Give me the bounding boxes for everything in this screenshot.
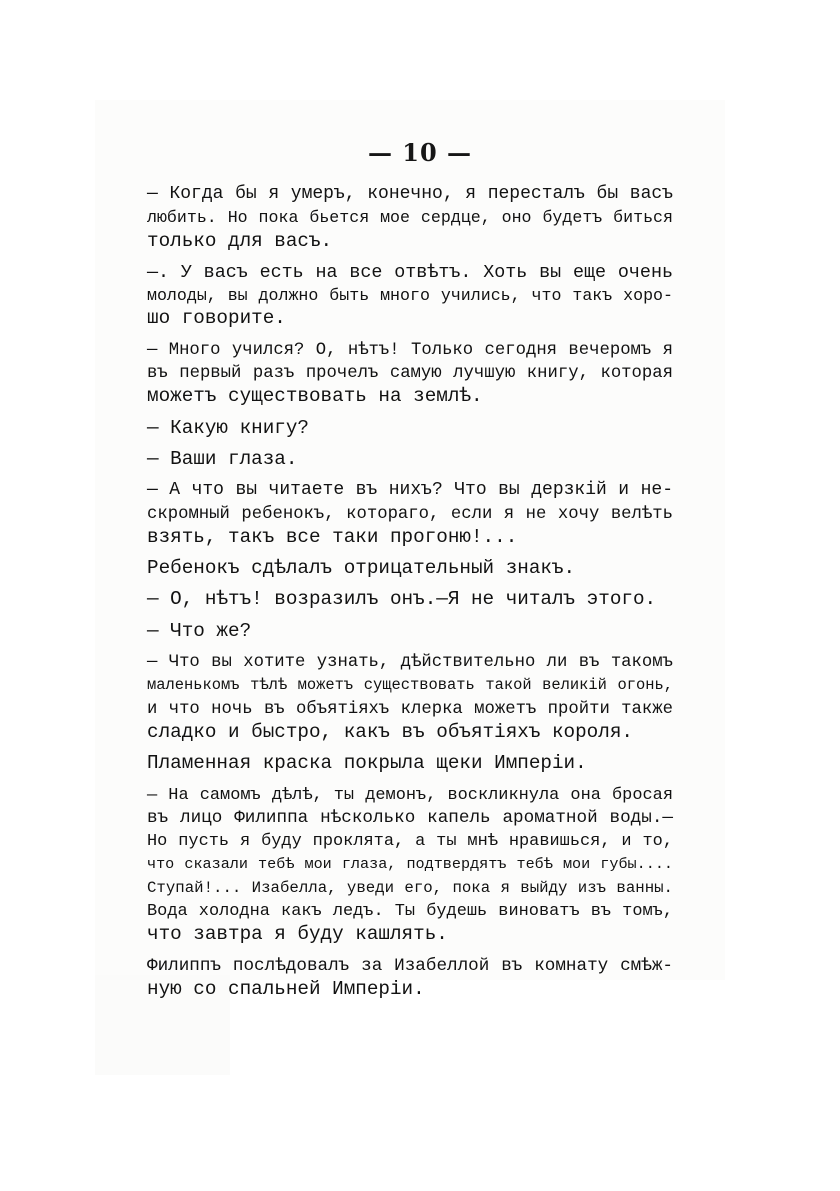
text-line: —. У васъ есть на все отвѣтъ. Хоть вы еще очень — [147, 261, 673, 283]
text-line: только для васъ. — [147, 229, 333, 252]
text-line: — Что же? — [147, 619, 252, 642]
text-line: маленькомъ тѣлѣ можетъ существовать такой великій огонь, — [147, 676, 673, 695]
text-line: что завтра я буду кашлять. — [147, 923, 448, 946]
text-line: скромный ребенокъ, котораго, если я не хочу велѣть — [147, 504, 673, 524]
body-text — [147, 183, 673, 1009]
text-line: любить. Но пока бьется мое сердце, оно будетъ биться — [147, 208, 673, 228]
text-line: въ лицо Филиппа нѣсколько капель ароматной воды.— — [147, 807, 673, 828]
paragraph — [147, 651, 673, 744]
paragraph — [147, 339, 673, 409]
text-line: шо говорите. — [147, 307, 286, 330]
text-line: можетъ существовать на землѣ. — [147, 385, 483, 408]
text-line: въ первый разъ прочелъ самую лучшую книгу, которая — [147, 364, 673, 384]
paragraph — [147, 784, 673, 947]
text-line: — Ваши глаза. — [147, 447, 298, 470]
paragraph — [147, 557, 673, 580]
text-line: Филиппъ послѣдовалъ за Изабеллой въ комнату смѣж- — [147, 955, 673, 976]
text-line: — Что вы хотите узнать, дѣйствительно ли въ такомъ — [147, 653, 673, 673]
paragraph — [147, 620, 673, 643]
text-line: — О, нѣтъ! возразилъ онъ.—Я не читалъ этого. — [147, 588, 657, 611]
text-line: — А что вы читаете въ нихъ? Что вы дерзкій и не- — [147, 480, 673, 501]
text-line: — Когда бы я умеръ, конечно, я пересталъ бы васъ — [147, 184, 673, 204]
text-line: взять, такъ все таки прогоню!... — [147, 525, 518, 548]
text-line: Ребенокъ сдѣлалъ отрицательный знакъ. — [147, 557, 576, 580]
page-number: — 10 — — [367, 138, 473, 167]
paragraph — [147, 955, 673, 1002]
text-line: Пламенная краска покрыла щеки Имперіи. — [147, 752, 587, 775]
text-line: — Много учился? О, нѣтъ! Только сегодня вечеромъ я — [147, 340, 673, 360]
text-line: Ступай!... Изабелла, уведи его, пока я выйду изъ ванны. — [147, 878, 673, 897]
paragraph — [147, 752, 673, 775]
text-line: ную со спальней Имперіи. — [147, 977, 425, 1000]
text-line: — На самомъ дѣлѣ, ты демонъ, воскликнула она бросая — [147, 785, 673, 805]
paragraph — [147, 479, 673, 549]
text-line: Вода холодна какъ ледъ. Ты будешь виноватъ въ томъ, — [147, 902, 673, 922]
text-line: и что ночь въ объятіяхъ клерка можетъ пройти также — [147, 699, 673, 719]
text-line: — Какую книгу? — [147, 416, 309, 439]
paragraph — [147, 448, 673, 471]
paragraph — [147, 588, 673, 611]
paragraph — [147, 183, 673, 253]
text-line: молоды, вы должно быть много учились, что такъ хоро- — [147, 286, 673, 306]
paragraph — [147, 261, 673, 331]
text-line: что сказали тебѣ мои глаза, подтвердятъ тебѣ мои губы.... — [147, 855, 673, 874]
paragraph — [147, 417, 673, 440]
text-line: Но пусть я буду проклята, а ты мнѣ нравишься, и то, — [147, 832, 673, 852]
text-line: сладко и быстро, какъ въ объятіяхъ короля. — [147, 720, 633, 743]
